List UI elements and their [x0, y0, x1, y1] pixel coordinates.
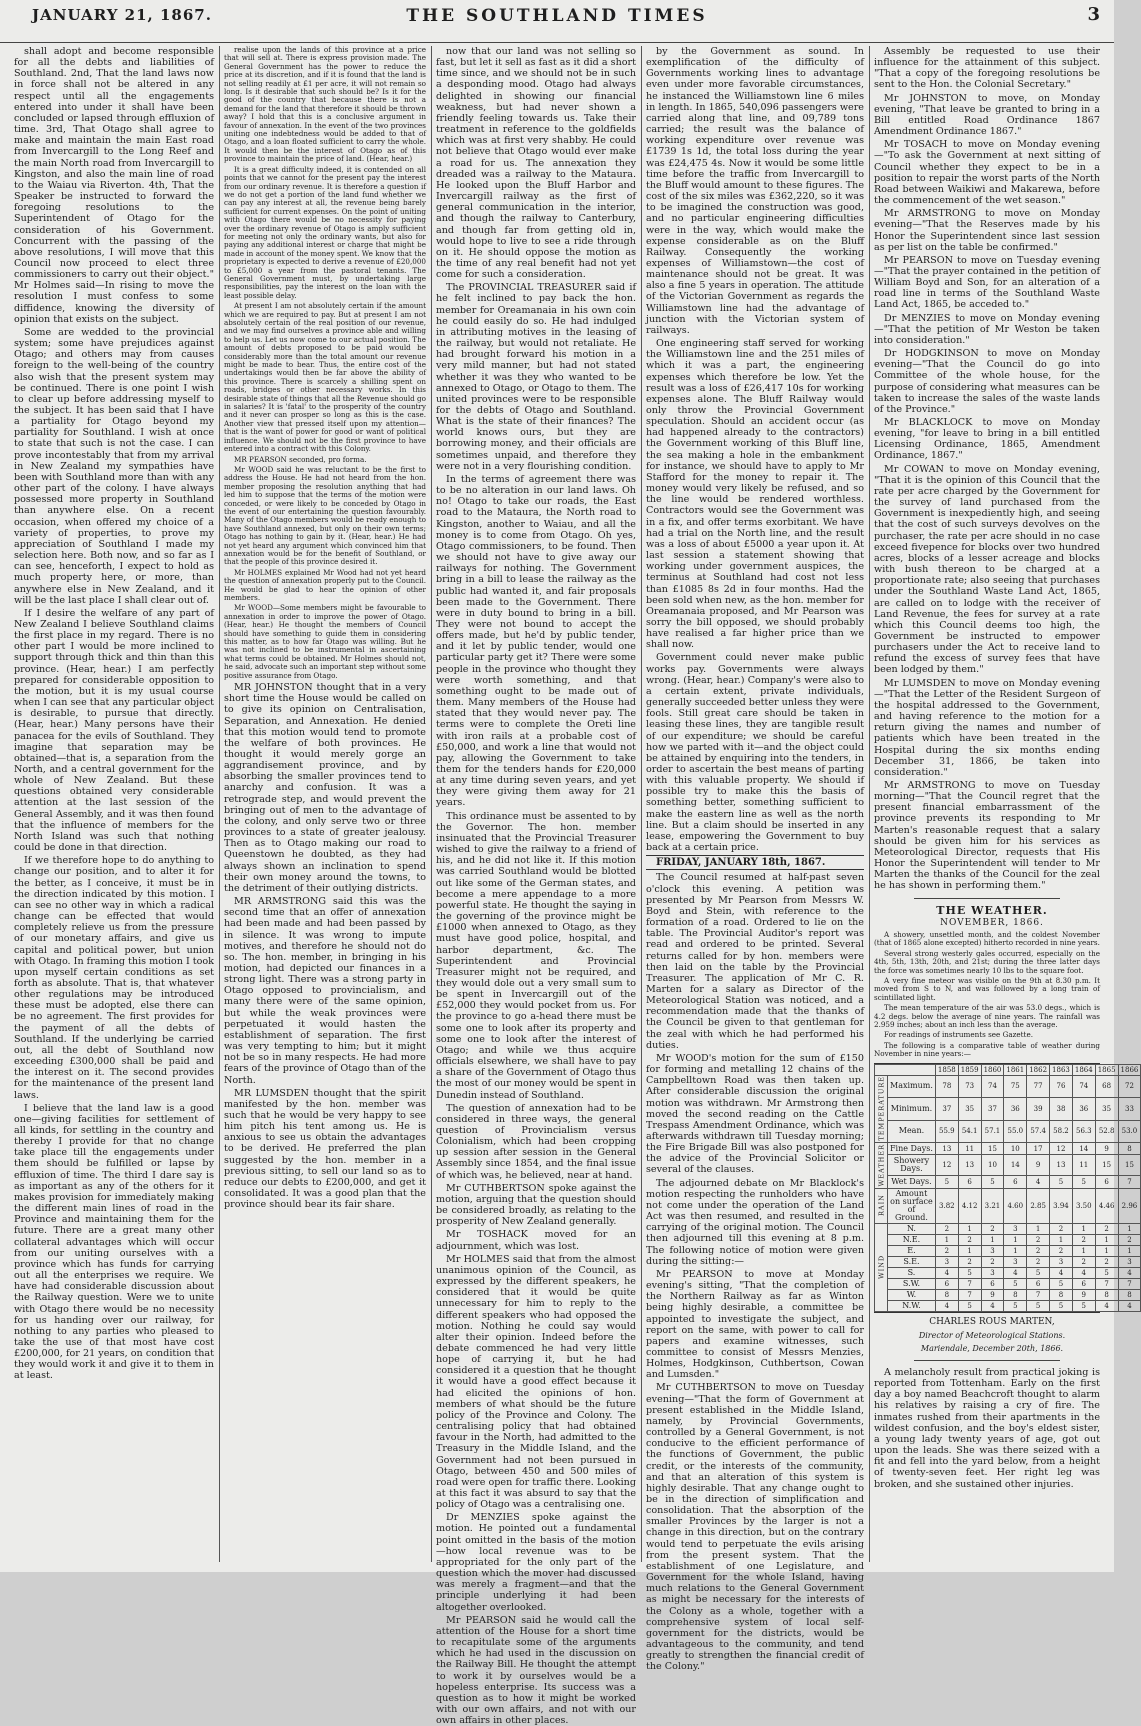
weather-group-label: WIND — [875, 1223, 888, 1311]
weather-value-cell: 8 — [1004, 1289, 1027, 1300]
weather-value-cell: 10 — [981, 1155, 1004, 1176]
masthead — [0, 0, 1114, 43]
article-paragraph: Mr PEARSON to move on Tuesday evening—"That the prayer contained in the petition of William Boyd and Son, for an alteration of a road line in terms of the Southland Waste Land Act, 1865, be acceded to." — [874, 254, 1100, 311]
weather-value-cell: 2 — [958, 1256, 981, 1267]
weather-value-cell: 4 — [1118, 1267, 1141, 1278]
weather-table-row — [875, 1300, 1141, 1311]
weather-paragraph: The mean temperature of the air was 53.0 degs., which is 4.2 degs. below the average of nine years. The rainfall was 2.959 inches; about an inch less than the average. — [874, 1003, 1100, 1029]
weather-value-cell: 15 — [1095, 1155, 1118, 1176]
weather-year-cell: 1866 — [1118, 1064, 1141, 1075]
weather-row-label: Mean. — [888, 1120, 936, 1143]
weather-value-cell: 72 — [1118, 1075, 1141, 1098]
weather-value-cell: 13 — [958, 1155, 981, 1176]
weather-value-cell: 36 — [1072, 1098, 1095, 1121]
weather-table-row — [875, 1075, 1141, 1098]
weather-value-cell: 14 — [1072, 1143, 1095, 1155]
weather-value-cell: 7 — [1118, 1278, 1141, 1289]
article-paragraph: by the Government as sound. In exemplification of the difficulty of Governments working lines to advantage even under more favorable circumstances, he instanced the Williamstown line 6 miles in length. In 1865, 540,096 passengers were carried along that line, and 09,789 tons carried; the result was the balance of working expenditure over revenue was £1739 1s 1d, the total loss during the year was £24,475 4s. Now it would be some little time before the traffic from Invercargill to the Bluff would amount to these figures. The cost of the six miles was £362,220, so it was to be imagined the construction was good, and no particular engineering difficulties were in the way, which would make the expense considerable as on the Bluff Railway. Consequently the working expenses of Williamstown—the cost of maintenance should not be great. It was also a fine 5 years in operation. The attitude of the Victorian Government as regards the Williamstown line had the advantage of junction with the Victorian system of railways. — [646, 46, 864, 336]
column-1 — [14, 46, 214, 1562]
article-paragraph: Mr HOLMES said that from the almost unanimous opinion of the Council, as expressed by the different speakers, he considered that it would be quite unnecessary for him to reply to the different speakers who had opposed the motion. Nothing he could say would alter their opinion. Indeed before the debate commenced he had very little hope of carrying it, but he had considered it a question that he thought it would have a good effect because it had elicited the opinions of hon. members of what should be the future policy of the Province and Colony. The centralising policy that had obtained favour in the North, had admitted to the Treasury in the Middle Island, and the Government had not been pursued in Otago, between 450 and 500 miles of road were open for traffic there. Looking at this fact it was absurd to say that the policy of Otago was a centralising one. — [436, 1253, 636, 1511]
weather-year-cell: 1860 — [981, 1064, 1004, 1075]
weather-value-cell: 9 — [1072, 1289, 1095, 1300]
weather-value-cell: 6 — [1004, 1176, 1027, 1188]
weather-value-cell: 2.85 — [1027, 1188, 1050, 1223]
weather-group-label: RAIN — [875, 1188, 888, 1223]
weather-value-cell: 7 — [1095, 1278, 1118, 1289]
article-paragraph: The Council resumed at half-past seven o'clock this evening. A petition was presented by Mr Pearson from Messrs W. Boyd and Stein, with reference to the formation of a road. Ordered to lie on the table. The Provincial Auditor's report was read and ordered to be printed. Several returns called for by hon. members were then laid on the table by the Provincial Treasurer. The application of Mr C. R. Marten for a salary as Director of the Meteorological Station was noticed, and a recommendation made that the thanks of the Council be given to that gentleman for the zeal with which he had performed his duties. — [646, 872, 864, 1051]
weather-value-cell: 11 — [1072, 1155, 1095, 1176]
weather-value-cell: 5 — [1072, 1300, 1095, 1311]
weather-value-cell: 2 — [981, 1256, 1004, 1267]
signature-name: CHARLES ROUS MARTEN, — [929, 1316, 1055, 1327]
weather-value-cell: 1 — [1072, 1223, 1095, 1234]
article-paragraph: The adjourned debate on Mr Blacklock's motion respecting the runholders who have not come under the operation of the Land Act was then resumed, and resulted in the carrying of the original motion. The Council then adjourned till this evening at 8 p.m. The following notice of motion were given during the sitting:— — [646, 1177, 864, 1267]
column-5 — [874, 46, 1139, 1562]
weather-row-label: Minimum. — [888, 1098, 936, 1121]
article-paragraph: Mr CUTHBERTSON to move on Tuesday evening—"That the form of Government at present established in the Middle Island, namely, by Provincial Governments, controlled by a General Government, is not conducive to the efficient performance of the functions of Government, the public credit, or the interests of the community, and that an alteration of this system is highly desirable. That any change ought to be in the direction of simplification and consolidation. That the absorption of the smaller Provinces by the larger is not a change in this direction, but on the contrary would tend to perpetuate the evils arising from the present system. That the establishment of one Legislature, and Government for the whole Island, having much relations to the General Government as might be necessary for the interests of the Colony as a whole, together with a comprehensive system of local self-government for the districts, would be advantageous to the community, and tend greatly to strengthen the financial credit of the Colony." — [646, 1382, 864, 1673]
article-paragraph: Mr COWAN to move on Monday evening, "That it is the opinion of this Council that the rate per acre charged by the Government for the survey of land purchased from the Government is inexpediently high, and seeing that the cost of such surveys devolves on the purchaser, the rate per acre should in no case exceed fivepence for blocks over two hundred acres, blocks of a lesser acreage and blocks with bush thereon to be charged at a proportionate rate; also seeing that purchases under the Southland Waste Land Act, 1865, are called on to lodge with the receiver of Land Revenue, the fees for survey at a rate which this Council deems too high, the Government be instructed to empower purchasers under the Act to receive land to refund the excess of survey fees that have been lodged by them." — [874, 463, 1100, 676]
page-number: 3 — [1087, 4, 1100, 25]
article-paragraph: Government could never make public works pay. Governments were always wrong. (Hear, hear.) Company's were also to a certain extent, private individuals, generally succeeded better unless they were fools. Still great care should be taken in leasing these lines, they are tangible result of our expenditure; we should be careful how we parted with it—and the object could be attained by enquiring into the tenders, in order to ascertain the best means of parting with this valuable property. We should if possible try to make this the basis of something better, something sufficient to make the eastern line as well as the north line. But a claim should be inserted in any lease, empowering the Government to buy back at a certain price. — [646, 652, 864, 854]
weather-value-cell: 7 — [958, 1289, 981, 1300]
article-paragraph: MR PEARSON seconded, pro forma. — [234, 454, 367, 464]
article-paragraph: This ordinance must be assented to by the Governor. The hon. member insinuated that the Provincial Treasurer wished to give the railway to a friend of his, and he did not like it. If this motion was carried Southland would be blotted out like some of the German states, and become a mere appendage to a more powerful state. He thought the saying in the governing of the province might be £1000 when annexed to Otago, as they must have good police, hospital, and harbor department, &c. The Superintendent and Provincial Treasurer might not be required, and they would dole out a very small sum to be spent in Invercargill out of the £52,000 they would pocket from us. For the province to go a-head there must be some one to look after its property and some one to look after the interest of Otago; and while we thus acquire officials elsewhere, we shall have to pay a share of the Government of Otago thus the most of our money would be spent in Dunedin instead of Southland. — [436, 810, 636, 1101]
weather-value-cell: 58.2 — [1050, 1120, 1073, 1143]
weather-value-cell: 6 — [958, 1176, 981, 1188]
weather-table-header-row — [875, 1064, 1141, 1075]
weather-value-cell: 36 — [1004, 1098, 1027, 1121]
article-paragraph: A melancholy result from practical joking is reported from Tottenham. Early on the first day a boy named Beachcroft thought to alarm his relatives by raising a cry of fire. The inmates rushed from their apartments in the wildest confusion, and the boy's eldest sister, a young lady twenty years of age, got out upon the leads. She was there seized with a fit and fell into the yard below, from a height of twenty-seven feet. Her right leg was broken, and she sustained other injuries. — [874, 1367, 1100, 1490]
weather-value-cell: 38 — [1050, 1098, 1073, 1121]
weather-row-label: S. — [888, 1267, 936, 1278]
article-paragraph: Mr PEARSON said he would call the attention of the House for a short time to recapitulate some of the arguments which he had used in the discussion on the Railway Bill. He thought the attempt to work it by ourselves would be a hopeless enterprise. Its success was a question as to how it might be worked with our own affairs, and not with our own affairs in other places. — [436, 1614, 636, 1726]
weather-row-label: E. — [888, 1245, 936, 1256]
article-paragraph: Dr HODGKINSON to move on Monday evening—"That the Council do go into Committee of the whole house, for the purpose of considering what measures can be taken to increase the sales of the waste lands of the Province." — [874, 348, 1100, 415]
weather-value-cell: 7 — [958, 1278, 981, 1289]
weather-paragraph: For readings of instruments see Gazette. — [884, 1030, 1033, 1040]
weather-year-cell: 1859 — [958, 1064, 981, 1075]
weather-value-cell: 1 — [958, 1245, 981, 1256]
weather-table-row — [875, 1245, 1141, 1256]
weather-row-label: Amount on surface of Ground. — [888, 1188, 936, 1223]
weather-value-cell: 3.50 — [1072, 1188, 1095, 1223]
weather-value-cell: 2 — [981, 1223, 1004, 1234]
weather-value-cell: 2 — [1072, 1256, 1095, 1267]
column-divider — [641, 46, 642, 1562]
weather-value-cell: 1 — [1095, 1234, 1118, 1245]
weather-row-label: Maximum. — [888, 1075, 936, 1098]
weather-value-cell: 2 — [935, 1223, 958, 1234]
article-paragraph: Mr CUTHBERTSON spoke against the motion, arguing that the question should be considered broadly, as relating to the prosperity of New Zealand generally. — [436, 1182, 636, 1228]
weather-table-row — [875, 1176, 1141, 1188]
article-paragraph: It is a great difficulty indeed, it is contended on all points that we cannot for the present pay the interest from our ordinary revenue. It is therefore a question if we do not get a portion of the land fund whether we can pay any interest at all, the revenue being barely sufficient for current expenses. On the point of uniting with Otago there would be no necessity for paying over the ordinary revenue of Otago is amply sufficient for meeting not only the ordinary wants, but also for paying any additional interest or charge that might be made in account of the money spent. We know that the proprietary is expected to derive a revenue of £20,000 to £5,000 a year from the pastoral tenants. The General Government must, by undertaking large responsibilities, pay the interest on the loan with the least possible delay. — [224, 164, 426, 300]
weather-value-cell: 5 — [935, 1176, 958, 1188]
weather-table-row — [875, 1155, 1141, 1176]
weather-year-cell: 1862 — [1027, 1064, 1050, 1075]
weather-value-cell: 15 — [981, 1143, 1004, 1155]
weather-value-cell: 1 — [1050, 1234, 1073, 1245]
weather-table-row — [875, 1289, 1141, 1300]
article-paragraph: MR ARMSTRONG said this was the second time that an offer of annexation had been made and had been passed by in silence. It was wrong to impute motives, and therefore he should not do so. The hon. member, in bringing in his motion, had depicted our finances in a strong light. There was a strong party in Otago opposed to provincialism, and many there were of the same opinion, but while the weak provinces were perpetuated it would hasten the establishment of separation. The first was very tempting to him; but it might not be so in many respects. He had more fears of the province of Otago than of the North. — [224, 896, 426, 1086]
weather-value-cell: 17 — [1027, 1143, 1050, 1155]
weather-value-cell: 39 — [1027, 1098, 1050, 1121]
article-paragraph: Mr TOSHACK moved for an adjournment, which was lost. — [436, 1229, 636, 1252]
weather-table — [874, 1064, 1141, 1312]
issue-date: JANUARY 21, 1867. — [32, 6, 212, 24]
weather-value-cell: 2 — [1027, 1234, 1050, 1245]
weather-value-cell: 73 — [958, 1075, 981, 1098]
column-4 — [646, 46, 864, 1673]
article-paragraph: Mr WOOD—Some members might be favourable to annexation in order to improve the power of Otago. (Hear, hear.) He thought the members of Council should have something to guide them in considering this matter, as to how far Otago was willing. But he was not inclined to be instrumental in ascertaining what terms could be obtained. Mr Holmes should not, he said, advocate such an important step without some positive assurance from Otago. — [224, 603, 426, 680]
weather-value-cell: 1 — [1118, 1223, 1141, 1234]
section-date-heading: FRIDAY, JANUARY 18th, 1867. — [646, 855, 864, 870]
weather-value-cell: 78 — [935, 1075, 958, 1098]
weather-table-corner — [875, 1064, 936, 1075]
weather-table-row — [875, 1234, 1141, 1245]
weather-value-cell: 3.21 — [981, 1188, 1004, 1223]
article-paragraph: Mr HOLMES explained Mr Wood had not yet heard the question of annexation properly put to the Council. He would be glad to hear the opinion of other members. — [224, 567, 426, 602]
weather-value-cell: 5 — [1095, 1267, 1118, 1278]
weather-table-row — [875, 1143, 1141, 1155]
weather-value-cell: 1 — [1004, 1234, 1027, 1245]
weather-value-cell: 3 — [1118, 1256, 1141, 1267]
weather-value-cell: 37 — [935, 1098, 958, 1121]
weather-value-cell: 14 — [1004, 1155, 1027, 1176]
weather-value-cell: 77 — [1027, 1075, 1050, 1098]
weather-value-cell: 5 — [1050, 1176, 1073, 1188]
weather-value-cell: 5 — [1027, 1267, 1050, 1278]
article-paragraph: MR LUMSDEN thought that the spirit manifested by the hon. member was such that he would be very happy to see him pitch his tent among us. He is anxious to see us obtain the advantages to be derived. He preferred the plan suggested by the hon. member in a previous sitting, to sell our land so as to reduce our debts to £200,000, and get it consolidated. It was a good plan that the province should bear its fair share. — [224, 1087, 426, 1211]
weather-value-cell: 8 — [1118, 1143, 1141, 1155]
weather-value-cell: 6 — [1095, 1176, 1118, 1188]
weather-value-cell: 4 — [1050, 1267, 1073, 1278]
weather-value-cell: 4 — [935, 1267, 958, 1278]
article-paragraph: Some are wedded to the provincial system; some have prejudices against Otago; and others may from causes foreign to the well-being of the country also wish that the present system may be continued. There is one point I wish to clear up before addressing myself to the subject. It has been said that I have a partiality for Otago beyond my partiality for Southland. I wish at once to state that such is not the case. I can prove incontestably that from my arrival in New Zealand my sympathies have been with Southland more than with any other part of the colony. I have always possessed more property in Southland than anywhere else. On a recent occasion, when offered my choice of a variety of properties, to prove my appreciation of Southland I made my selection here. Both now, and so far as I can see, henceforth, I expect to hold as much property here, or more, than anywhere else in New Zealand, and it will be the last place I shall clear out of. — [14, 326, 214, 606]
weather-value-cell: 4 — [1072, 1267, 1095, 1278]
weather-value-cell: 74 — [981, 1075, 1004, 1098]
article-paragraph: Assembly be requested to use their influence for the attainment of this subject. "That a copy of the foregoing resolutions be sent to the Hon. the Colonial Secretary." — [874, 46, 1100, 91]
weather-value-cell: 3 — [1004, 1256, 1027, 1267]
weather-value-cell: 13 — [935, 1143, 958, 1155]
weather-value-cell: 2 — [1027, 1256, 1050, 1267]
article-paragraph: Mr WOOD's motion for the sum of £150 for forming and metalling 12 chains of the Campbelltown Road was then taken up. After considerable discussion the original motion was withdrawn. Mr Armstrong then moved the second reading on the Cattle Trespass Amendment Ordinance, which was afterwards withdrawn till Tuesday morning; the Fire Brigade Bill was also postponed for the advice of the Provincial Solicitor or several of the clauses. — [646, 1052, 864, 1176]
weather-value-cell: 37 — [981, 1098, 1004, 1121]
section-rule — [914, 1360, 1060, 1361]
weather-value-cell: 57.1 — [981, 1120, 1004, 1143]
weather-value-cell: 9 — [1027, 1155, 1050, 1176]
weather-value-cell: 2 — [1095, 1223, 1118, 1234]
weather-table-row — [875, 1223, 1141, 1234]
weather-value-cell: 5 — [958, 1300, 981, 1311]
weather-value-cell: 2 — [935, 1245, 958, 1256]
weather-paragraph: Several strong westerly gales occurred, especially on the 4th, 5th, 13th, 20th, and 21st; during the three latter days the force was sometimes nearly 10 lbs to the square foot. — [874, 948, 1100, 975]
column-divider — [219, 46, 220, 1562]
weather-value-cell: 8 — [1118, 1289, 1141, 1300]
weather-paragraph: A very fine meteor was visible on the 9th at 8.30 p.m. It moved from S to N, and was followed by a long train of scintillated light. — [874, 975, 1100, 1002]
weather-value-cell: 1 — [1095, 1245, 1118, 1256]
article-paragraph: Dr MENZIES to move on Monday evening—"That the petition of Mr Weston be taken into consideration." — [874, 312, 1100, 346]
weather-row-label: W. — [888, 1289, 936, 1300]
weather-value-cell: 3.82 — [935, 1188, 958, 1223]
article-paragraph: Mr TOSACH to move on Monday evening—"To ask the Government at next sitting of Council whether they expect to be in a position to repair the worst parts of the North Road between Waikiwi and Makarewa, before the commencement of the wet season." — [874, 139, 1100, 207]
weather-value-cell: 9 — [1095, 1143, 1118, 1155]
signature-title: Director of Meteorological Stations. — [918, 1330, 1066, 1340]
weather-value-cell: 33 — [1118, 1098, 1141, 1121]
weather-value-cell: 6 — [981, 1278, 1004, 1289]
weather-value-cell: 57.4 — [1027, 1120, 1050, 1143]
weather-value-cell: 54.1 — [958, 1120, 981, 1143]
weather-value-cell: 3.94 — [1050, 1188, 1073, 1223]
article-paragraph: The question of annexation had to be considered in three ways, the general question of Provincialism versus Colonialism, which had been cropping up session after session in the General Assembly since 1854, and the final issue of which was, he believed, near at hand. — [436, 1102, 636, 1181]
weather-value-cell: 5 — [1050, 1278, 1073, 1289]
weather-value-cell: 2 — [1095, 1256, 1118, 1267]
weather-value-cell: 2 — [1050, 1223, 1073, 1234]
weather-value-cell: 12 — [1050, 1143, 1073, 1155]
weather-value-cell: 55.0 — [1004, 1120, 1027, 1143]
article-paragraph: Mr PEARSON to move at Monday evening's sitting, "That the completion of the Northern Railway as far as Winton being highly desirable, a committee be appointed to investigate the subject, and report on the same, with power to call for papers and examine witnesses, such committee to consist of Messrs Menzies, Holmes, Hodgkinson, Cuthbertson, Cowan and Lumsden." — [646, 1268, 864, 1381]
weather-value-cell: 75 — [1004, 1075, 1027, 1098]
weather-year-cell: 1864 — [1072, 1064, 1095, 1075]
weather-value-cell: 8 — [1050, 1289, 1073, 1300]
weather-value-cell: 4 — [981, 1300, 1004, 1311]
weather-value-cell: 7 — [1118, 1176, 1141, 1188]
weather-row-label: Wet Days. — [888, 1176, 936, 1188]
weather-value-cell: 1 — [1118, 1245, 1141, 1256]
article-paragraph: Mr ARMSTRONG to move on Tuesday morning—"That the Council regret that the present financial embarrassment of the province prevents its responding to Mr Marten's reasonable request that a salary should be given him for his services as Meteorological Director, requests that His Honor the Superintendent will tender to Mr Marten the thanks of the Council for the zeal he has shown in performing them." — [874, 780, 1100, 892]
weather-value-cell: 9 — [981, 1289, 1004, 1300]
weather-row-label: S.W. — [888, 1278, 936, 1289]
weather-value-cell: 6 — [1072, 1278, 1095, 1289]
weather-table-row — [875, 1256, 1141, 1267]
article-paragraph: If I desire the welfare of any part of New Zealand I believe Southland claims the first place in my regard. There is no other part I would be more inclined to support through thick and thin than this province. (Hear, hear.) I am perfectly prepared for considerable opposition to the motion, but it is my usual course when I can see that any particular object is desirable, to pursue that directly. (Hear, hear.) Many persons have their panacea for the evils of Southland. They imagine that separation may be obtained—that is, a separation from the North, and a central government for the whole of New Zealand. But these questions obtained very considerable attention at the last session of the General Assembly, and it was then found that the influence of members for the North Island was such that nothing could be done in that direction. — [14, 607, 214, 854]
weather-value-cell: 4 — [1004, 1267, 1027, 1278]
weather-value-cell: 35 — [958, 1098, 981, 1121]
weather-value-cell: 1 — [1027, 1223, 1050, 1234]
weather-value-cell: 4.12 — [958, 1188, 981, 1223]
weather-value-cell: 68 — [1095, 1075, 1118, 1098]
weather-value-cell: 6 — [935, 1278, 958, 1289]
weather-value-cell: 7 — [1027, 1289, 1050, 1300]
weather-row-label: N. — [888, 1223, 936, 1234]
weather-value-cell: 15 — [1118, 1155, 1141, 1176]
weather-value-cell: 10 — [1004, 1143, 1027, 1155]
weather-value-cell: 5 — [1050, 1300, 1073, 1311]
weather-value-cell: 4 — [1118, 1300, 1141, 1311]
weather-year-cell: 1863 — [1050, 1064, 1073, 1075]
weather-table-row — [875, 1188, 1141, 1223]
weather-value-cell: 1 — [1004, 1245, 1027, 1256]
weather-paragraph: The following is a comparative table of weather during November in nine years:— — [874, 1040, 1100, 1059]
weather-table-row — [875, 1098, 1141, 1121]
weather-value-cell: 5 — [1072, 1176, 1095, 1188]
weather-value-cell: 4 — [1027, 1176, 1050, 1188]
weather-value-cell: 13 — [1050, 1155, 1073, 1176]
weather-row-label: N.E. — [888, 1234, 936, 1245]
weather-value-cell: 2 — [1027, 1245, 1050, 1256]
weather-value-cell: 4.46 — [1095, 1188, 1118, 1223]
newspaper-title: THE SOUTHLAND TIMES — [406, 6, 708, 26]
weather-table-box — [874, 1063, 1139, 1313]
weather-value-cell: 4 — [935, 1300, 958, 1311]
weather-table-row — [875, 1120, 1141, 1143]
weather-value-cell: 11 — [958, 1143, 981, 1155]
section-rule — [914, 898, 1060, 899]
weather-value-cell: 5 — [958, 1267, 981, 1278]
weather-value-cell: 56.3 — [1072, 1120, 1095, 1143]
weather-value-cell: 1 — [958, 1223, 981, 1234]
weather-row-label: Fine Days. — [888, 1143, 936, 1155]
weather-value-cell: 74 — [1072, 1075, 1095, 1098]
weather-row-label: Showery Days. — [888, 1155, 936, 1176]
article-paragraph: now that our land was not selling so fast, but let it sell as fast as it did a short time since, and we should not be in such a desponding mood. Otago had always delighted in showing our financial weakness, but had never shown a friendly feeling towards us. Take their treatment in reference to the goldfields which was at first very shabby. He could not believe that Otago would ever make a road for us. The annexation they dreaded was a railway to the Mataura. He looked upon the Bluff Harbor and Invercargill railway as the first of general communication in the interior, and though the railway to Canterbury, and though far from getting old in, would hope to live to see a ride through on it. He should oppose the motion as the time of any real benefit had not yet come for such a consideration. — [436, 46, 636, 281]
article-paragraph: realise upon the lands of this province at a price that will sell at. There is express provision made. The General Government has the power to reduce the price at its discretion, and if it is found that the land is not selling readily at £1 per acre, it will not remain so long. Is it desirable that such should be? Is it for the good of the country that because there is not a demand for the land that therefore it should be thrown away? I hold that this is a conclusive argument in favour of annexation. In the event of the two provinces uniting one indebtedness would be added to that of Otago, and a loan floated sufficient to carry the whole. It would then be the interest of Otago as of this province to maintain the price of land. (Hear, hear.) — [224, 45, 426, 164]
weather-table-row — [875, 1278, 1141, 1289]
weather-value-cell: 2 — [1118, 1234, 1141, 1245]
weather-value-cell: 2 — [1050, 1245, 1073, 1256]
weather-value-cell: 55.9 — [935, 1120, 958, 1143]
weather-value-cell: 3 — [1050, 1256, 1073, 1267]
article-paragraph: The PROVINCIAL TREASURER said if he felt inclined to pay back the hon. member for Oreamanaia in his own coin he could easily do so. He had indulged in attributing motives in the leasing of the railway, but would not retaliate. He had brought forward his motion in a very mild manner, but had not stated whether it was they who wanted to be annexed to Otago, or Otago to them. The united provinces were to be responsible for the debts of Otago and Southland. What is the state of their finances? The world knows ours, but they are borrowing money, and their officials are sometimes unpaid, and therefore they were not in a very flourishing condition. — [436, 282, 636, 472]
weather-value-cell: 76 — [1050, 1075, 1073, 1098]
weather-value-cell: 5 — [1004, 1278, 1027, 1289]
weather-value-cell: 2.96 — [1118, 1188, 1141, 1223]
weather-value-cell: 4.60 — [1004, 1188, 1027, 1223]
weather-value-cell: 2 — [1072, 1234, 1095, 1245]
article-paragraph: Mr JOHNSTON to move, on Monday evening, "That leave be granted to bring in a Bill entitled Road Ordinance 1867 Amendment Ordinance 1867." — [874, 92, 1100, 138]
weather-value-cell: 5 — [981, 1176, 1004, 1188]
weather-value-cell: 53.0 — [1118, 1120, 1141, 1143]
weather-value-cell: 2 — [958, 1234, 981, 1245]
weather-year-cell: 1861 — [1004, 1064, 1027, 1075]
article-paragraph: I believe that the land law is a good one—giving facilities for settlement of all kinds, for settling in the country and thereby I provide for that no change take place till the engagements under them should be fulfilled or lapse by effluxion of time. The third I dare say is as important as any of the others for it makes provision for immediately making the different main lines of road in the Province and maintaining them for the future. There are a great many other collateral advantages which will occur from our uniting ourselves with a province which has funds for carrying out all the enterprises we require. We have had considerable discussion about the Railway question. Were we to unite with Otago there would be no necessity for us handing over our railway, for nothing to any parties who pleased to take the use of that most have cost £200,000, for 21 years, on condition that they would work it and give it to them in at least. — [14, 1102, 214, 1382]
weather-table-row — [875, 1267, 1141, 1278]
article-paragraph: In the terms of agreement there was to be no alteration in our land laws. Oh no! Otago to take our roads, the East road to the Mataura, the North road to Kingston, another to Waiau, and all the money is to come from Otago. Oh yes, Otago commissioners, to be found. Then we should not have to give away our railways for nothing. The Government bring in a bill to lease the railway as the public had wanted it, and fair proposals been made to the Government. There were in duty bound to bring in a bill. They were not bound to accept the offers made, but he'd by public tender, and it let by public tender, would one particular party get it? There were some people in the province who thought they were worth something, and that something ought to be made out of them. Many members of the House had stated that they would never pay. The terms were to complete the Oreti line with iron rails at a probable cost of £50,000, and work a line that would not pay, allowing the Government to take them for the tenders hands for £20,000 at any time during seven years, and yet they were giving them away for 21 years. — [436, 473, 636, 809]
weather-paragraph: A showery, unsettled month, and the coldest November (that of 1865 alone excepted) hitherto recorded in nine years. — [874, 929, 1100, 948]
article-paragraph: At present I am not absolutely certain if the amount which we are required to pay. But at present I am not absolutely certain of the real position of our revenue, and we may find ourselves a province able and willing to help us. Let us now come to our actual position. The amount of debts proposed to be paid would be considerably more than the total amount our revenue might be made to bear. Thus, the entire cost of the undertakings would then be far above the ability of this province. There is scarcely a shilling spent on roads, bridges or other necessary works. In this desirable state of things that all the Revenue should go in salaries? It is 'fatal' to the prosperity of the country and it never can prosper so long as this is the case. Another view that pressed itself upon my attention—that is the want of power for good or want of political influence. We should not be the first province to have entered into a contract with this Colony. — [224, 301, 426, 454]
weather-heading: THE WEATHER. — [936, 903, 1048, 917]
weather-value-cell: 3 — [935, 1256, 958, 1267]
weather-value-cell: 1 — [935, 1234, 958, 1245]
weather-group-label: WEATHER — [875, 1143, 888, 1188]
article-paragraph: Mr ARMSTRONG to move on Monday evening—"That the Reserves made by his Honor the Superintendent since last session as per list on the table be confirmed." — [874, 208, 1100, 253]
article-paragraph: MR JOHNSTON thought that in a very short time the House would be called on to give its opinion on Centralisation, Separation, and Annexation. He denied that this motion would tend to promote the welfare of both provinces. He thought it would merely gorge an aggrandisement province, and by absorbing the smaller provinces tend to anarchy and confusion. It was a retrograde step, and would prevent the bringing out of men to the advantage of the colony, and only serve two or three provinces to a state of greater jealousy. Then as to Otago making our road to Queenstown he doubted, as they had always shown an inclination to spend their own money around the towns, to the detriment of their outlying districts. — [224, 682, 426, 894]
weather-month: NOVEMBER, 1866. — [940, 917, 1044, 928]
weather-value-cell: 3 — [1004, 1223, 1027, 1234]
weather-value-cell: 5 — [1004, 1300, 1027, 1311]
weather-value-cell: 3 — [981, 1245, 1004, 1256]
article-paragraph: If we therefore hope to do anything to change our position, and to alter it for the better, as I conceive, it must be in the direction indicated by this motion. I can see no other way in which a radical change can be effected that would completely relieve us from the pressure of our monetary affairs, and give us capital and political power, but union with Otago. In framing this motion I took upon myself certain conditions as set forth as absolute. That is, that whatever other regulations may be introduced these must be adopted, else there can be no agreement. The first provides for the payment of all the debts of Southland. If the underlying be carried out, all the debt of Southland now exceeding £300,000 shall be paid and the interest on it. The second provides for the maintenance of the present land laws. — [14, 855, 214, 1101]
article-paragraph: shall adopt and become responsible for all the debts and liabilities of Southland. 2nd, That the land laws now in force shall not be altered in any respect until all the engagements entered into under it shall have been concluded or lapsed through effluxion of time. 3rd, That Otago shall agree to make and maintain the main East road from Invercargill to the Long Reef and the main North road from Invercargill to Kingston, and also the main line of road to the Waiau via Riverton. 4th, That the Speaker be instructed to forward the foregoing resolutions to the Superintendent of Otago for the consideration of his Government. Concurrent with the passing of the above resolutions, I will move that this Council now proceed to elect three commissioners to carry out their object." Mr Holmes said—In rising to move the resolution I must confess to some diffidence, knowing the diversity of opinion that exists on the subject. — [14, 46, 214, 325]
column-divider — [869, 46, 870, 1562]
column-2 — [224, 46, 426, 1562]
weather-value-cell: 8 — [1095, 1289, 1118, 1300]
weather-row-label: S.E. — [888, 1256, 936, 1267]
weather-year-cell: 1858 — [935, 1064, 958, 1075]
article-paragraph: Mr LUMSDEN to move on Monday evening—"That the Letter of the Resident Surgeon of the hospital addressed to the Government, and having reference to the motion for a return giving the names and number of patients which have been treated in the Hospital during the six months ending December 31, 1866, be taken into consideration." — [874, 677, 1100, 778]
weather-value-cell: 5 — [1027, 1300, 1050, 1311]
weather-value-cell: 6 — [1027, 1278, 1050, 1289]
article-paragraph: Dr MENZIES spoke against the motion. He pointed out a fundamental point omitted in the basis of the motion—how local revenue was to be appropriated for the only part of the question which the mover had discussed was merely a fragment—and that the principle underlying it had been altogether overlooked. — [436, 1512, 636, 1613]
weather-value-cell: 3 — [981, 1267, 1004, 1278]
article-paragraph: Mr WOOD said he was reluctant to be the first to address the House. He had not heard from the hon. member proposing the resolution anything that had led him to suppose that the terms of the motion were conceded, or were likely to be conceded by Otago in the event of our entertaining the question favourably. Many of the Otago members would be ready enough to have Southland annexed, but only on their own terms; Otago has nothing to gain by it. (Hear, hear.) He had not yet heard any argument which convinced him that annexation would be for the benefit of Southland, or that the people of this province desired it. — [224, 464, 426, 567]
signature-place: Mariendale, December 20th, 1866. — [920, 1343, 1064, 1353]
column-divider — [431, 46, 432, 1562]
weather-value-cell: 52.8 — [1095, 1120, 1118, 1143]
column-3 — [436, 46, 636, 1726]
weather-group-label: TEMPERATURE — [875, 1075, 888, 1143]
weather-value-cell: 4 — [1095, 1300, 1118, 1311]
article-paragraph: One engineering staff served for working the Williamstown line and the 251 miles of which it was a part, the engineering expenses which therefore be low. Yet the result was a loss of £26,417 10s for working expenses alone. The Bluff Railway would only throw the Provincial Government speculation. Should an accident occur (as had happened already to the contractors) the Government working of this Bluff line, the sea making a hole in the embankment for instance, we should have to apply to Mr Stafford for the money to repair it. The money would very likely be refused, and so the line would be rendered worthless. Contractors would see the Government was in a fix, and offer terms exorbitant. We have had a trial on the North line, and the result was a loss of about £5000 a year upon it. At last session a statement showing that working under government auspices, the terminus at Southland had cost not less than £1085 8s 2d in four months. Had the been sold when new, as the hon. member for Oreamanaia proposed, and Mr Pearson was sorry the bill opposed, we should probably have realised a far higher price than we shall now. — [646, 338, 864, 651]
weather-row-label: N.W. — [888, 1300, 936, 1311]
weather-value-cell: 1 — [981, 1234, 1004, 1245]
weather-value-cell: 12 — [935, 1155, 958, 1176]
article-paragraph: Mr BLACKLOCK to move on Monday evening, "for leave to bring in a bill entitled Licensing Ordinance, 1865, Amendment Ordinance, 1867." — [874, 417, 1100, 462]
weather-value-cell: 35 — [1095, 1098, 1118, 1121]
weather-value-cell: 1 — [1072, 1245, 1095, 1256]
weather-value-cell: 8 — [935, 1289, 958, 1300]
weather-year-cell: 1865 — [1095, 1064, 1118, 1075]
